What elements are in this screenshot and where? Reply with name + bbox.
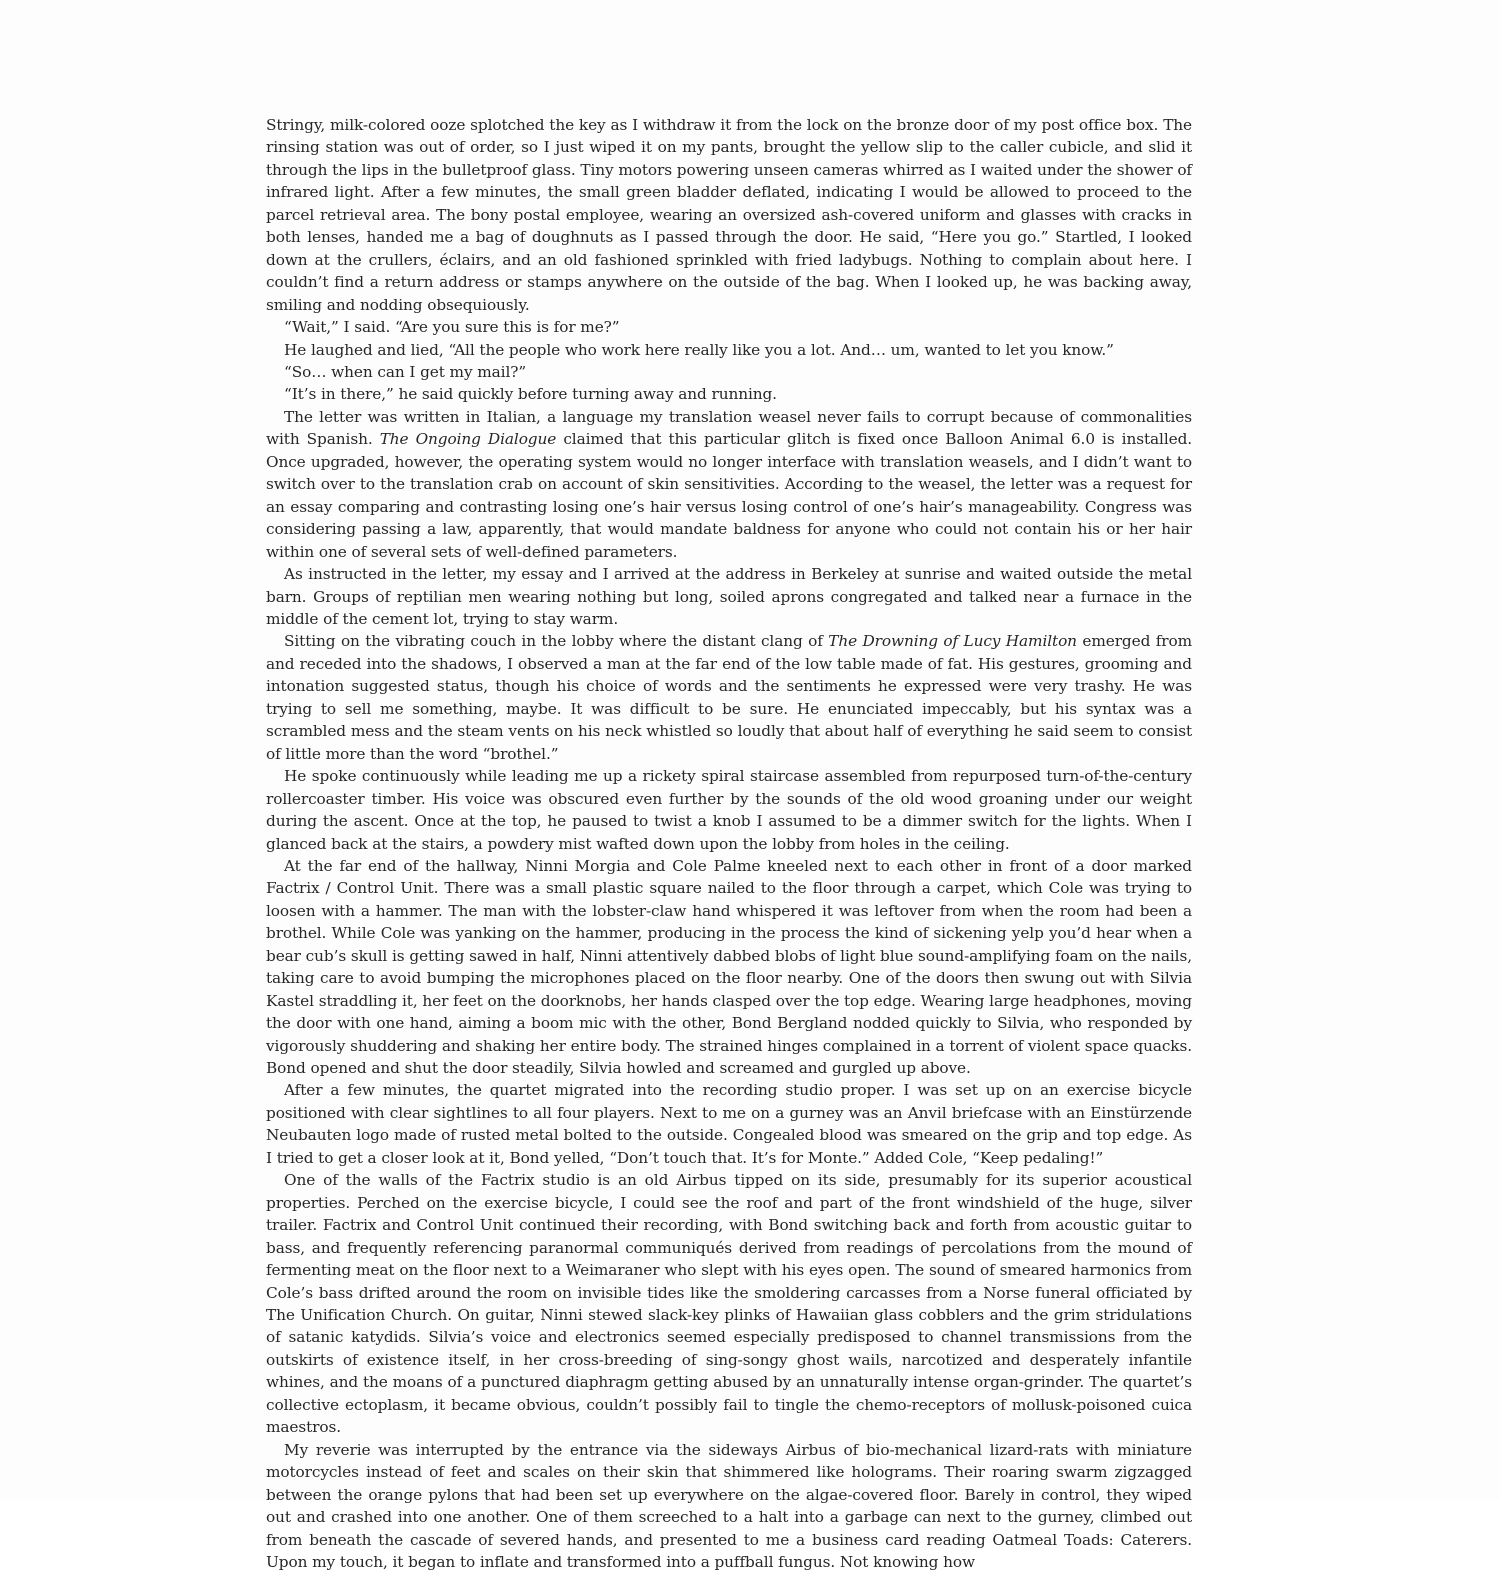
italic-title-ongoing-dialogue: The Ongoing Dialogue — [379, 430, 557, 449]
paragraph-mail: “So… when can I get my mail?” — [284, 362, 527, 381]
paragraph-couch — [266, 630, 1192, 765]
paragraph-in-there: “It’s in there,” he said quickly before turning away and running. — [284, 385, 777, 404]
paragraph-couch-rest: emerged from and receded into the shadows, I observed a man at the far end of the low table made of fat. His gestures, grooming and intonation suggested status, though his choice of words and the sentiments he expressed were very trashy. He was trying to sell me something, maybe. It was difficult to be sure. He enunciated impeccably, but his syntax was a scrambled mess and the steam vents on his neck whistled so loudly that about half of everything he said seem to consist of little more than the word “brothel.” — [266, 632, 1192, 763]
paragraph-letter-start: The letter was written in Italian, a language my translation weasel never fails to corrupt because of commonalities with Spanish. — [266, 407, 1192, 449]
paragraph-post-office: Stringy, milk-colored ooze splotched the key as I withdraw it from the lock on the bronze door of my post office box. The rinsing station was out of order, so I just wiped it on my pants, brought the yellow slip to the caller cubicle, and slid it through the lips in the bulletproof glass. Tiny motors powering unseen cameras whirred as I waited under the shower of infrared light. After a few minutes, the small green bladder deflated, indicating I would be allowed to proceed to the parcel retrieval area. The bony postal employee, wearing an oversized ash-covered uniform and glasses with cracks in both lenses, handed me a bag of doughnuts as I passed through the door. He said, “Here you go.” Startled, I looked down at the crullers, éclairs, and an old fashioned sprinkled with fried ladybugs. Nothing to complain about here. I couldn’t find a return address or stamps anywhere on the outside of the bag. When I looked up, he was backing away, smiling and nodding obsequiously. — [266, 116, 1192, 314]
paragraph-letter-rest: claimed that this particular glitch is fixed once Balloon Animal 6.0 is installed. Once upgraded, however, the operating system would no longer interface with translation weasels, and I didn’t want to switch over to the translation crab on account of skin sensitivities. According to the weasel, the letter was a request for an essay comparing and contrasting losing one’s hair versus losing control of one’s hair’s manageability. Congress was considering passing a law, apparently, that would mandate baldness for anyone who could not contain his or her hair within one of several sets of well-defined parameters. — [266, 430, 1193, 561]
paragraph-airbus: One of the walls of the Factrix studio is an old Airbus tipped on its side, presumably for its superior acoustical properties. Perched on the exercise bicycle, I could see the roof and part of the front windshield of the huge, silver trailer. Factrix and Control Unit continued their recording, with Bond switching back and forth from acoustic guitar to bass, and frequently referencing paranormal communiqués derived from readings of percolations from the mound of fermenting meat on the floor next to a Weimaraner who slept with his eyes open. The sound of smeared harmonics from Cole’s bass drifted around the room on invisible tides like the smoldering carcasses from a Norse funeral officiated by The Unification Church. On guitar, Ninni stewed slack-key plinks of Hawaiian glass cobblers and the grim stridulations of satanic katydids. Silvia’s voice and electronics seemed especially predisposed to channel transmissions from the outskirts of existence itself, in her cross-breeding of sing-songy ghost wails, narcotized and desperately infantile whines, and the moans of a punctured diaphragm getting abused by an unnaturally intense organ-grinder. The quartet’s collective ectoplasm, it became obvious, couldn’t possibly fail to tingle the chemo-receptors of mollusk-poisoned cuica maestros. — [266, 1171, 1192, 1437]
paragraph-reverie: My reverie was interrupted by the entrance via the sideways Airbus of bio-mechanical lizard-rats with miniature motorcycles instead of feet and scales on their skin that shimmered like holograms. Their roaring swarm zigzagged between the orange pylons that had been set up everywhere on the algae-covered floor. Barely in control, they wiped out and crashed into one another. One of them screeched to a halt into a garbage can next to the gurney, climbed out from beneath the cascade of severed hands, and presented to me a business card reading Oatmeal Toads: Caterers. Upon my touch, it began to inflate and transformed into a puffball fungus. Not knowing how — [266, 1440, 1192, 1571]
paragraph-letter — [266, 406, 1192, 563]
paragraph-berkeley: As instructed in the letter, my essay and I arrived at the address in Berkeley at sunrise and waited outside the metal barn. Groups of reptilian men wearing nothing but long, soiled aprons congregated and talked near a furnace in the middle of the cement lot, trying to stay warm. — [266, 565, 1192, 628]
italic-title-drowning-lucy-hamilton: The Drowning of Lucy Hamilton — [828, 632, 1077, 651]
paragraph-wait: “Wait,” I said. “Are you sure this is for me?” — [284, 318, 620, 337]
story-text — [266, 114, 1192, 1573]
paragraph-staircase: He spoke continuously while leading me up a rickety spiral staircase assembled from repurposed turn-of-the-century rollercoaster timber. His voice was obscured even further by the sounds of the old wood groaning under our weight during the ascent. Once at the top, he paused to twist a knob I assumed to be a dimmer switch for the lights. When I glanced back at the stairs, a powdery mist wafted down upon the lobby from holes in the ceiling. — [266, 767, 1192, 853]
paragraph-studio: After a few minutes, the quartet migrated into the recording studio proper. I was set up on an exercise bicycle positioned with clear sightlines to all four players. Next to me on a gurney was an Anvil briefcase with an Einstürzende Neubauten logo made of rusted metal bolted to the outside. Congealed blood was smeared on the grip and top edge. As I tried to get a closer look at it, Bond yelled, “Don’t touch that. It’s for Monte.” Added Cole, “Keep pedaling!” — [266, 1081, 1192, 1167]
paragraph-hallway: At the far end of the hallway, Ninni Morgia and Cole Palme kneeled next to each other in front of a door marked Factrix / Control Unit. There was a small plastic square nailed to the floor through a carpet, which Cole was trying to loosen with a hammer. The man with the lobster-claw hand whispered it was leftover from when the room had been a brothel. While Cole was yanking on the hammer, producing in the process the kind of sickening yelp you’d hear when a bear cub’s skull is getting sawed in half, Ninni attentively dabbed blobs of light blue sound-amplifying foam on the nails, taking care to avoid bumping the microphones placed on the floor nearby. One of the doors then swung out with Silvia Kastel straddling it, her feet on the doorknobs, her hands clasped over the top edge. Wearing large headphones, moving the door with one hand, aiming a boom mic with the other, Bond Bergland nodded quickly to Silvia, who responded by vigorously shuddering and shaking her entire body. The strained hinges complained in a torrent of violent space quacks. Bond opened and shut the door steadily, Silvia howled and screamed and gurgled up above. — [266, 856, 1192, 1078]
paragraph-couch-start: Sitting on the vibrating couch in the lobby where the distant clang of — [284, 632, 823, 651]
paragraph-laughed: He laughed and lied, “All the people who work here really like you a lot. And… um, wanted to let you know.” — [284, 340, 1114, 359]
